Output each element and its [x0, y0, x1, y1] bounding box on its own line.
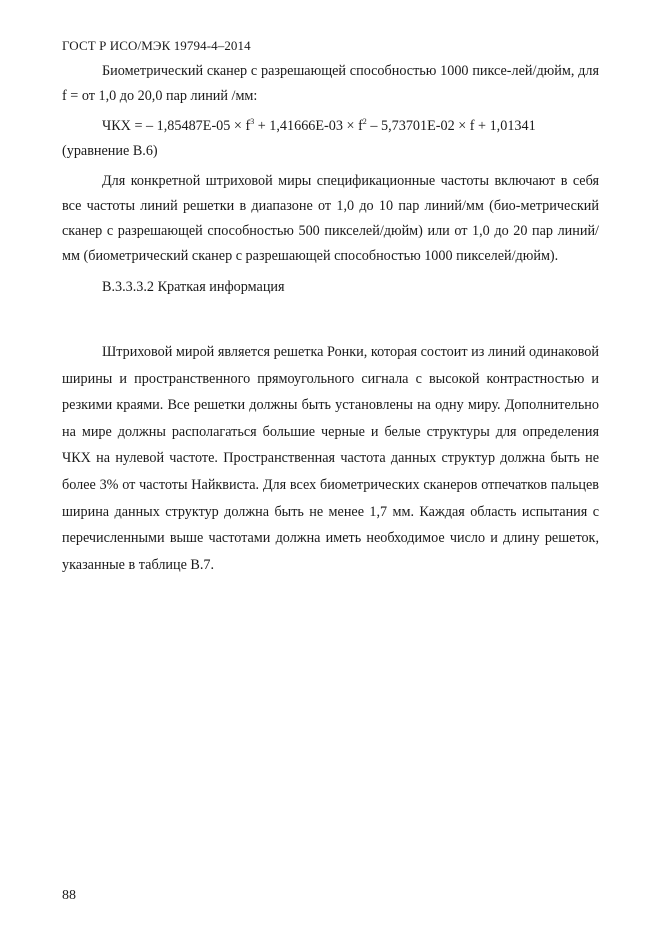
formula-part-3: – 5,73701Е-02 × f + 1,01341	[366, 118, 536, 134]
paragraph-ronchi-grating: Штриховой мирой является решетка Ронки, которая состоит из линий одинаковой ширины и пространственного прямоугольного сигнала с высокой контрастностью и резкими краями. Все решетки должны быть установлены на одну миру. Дополнительно на мире должны располагаться большие черные и белые структуры для определения ЧКХ на нулевой частоте. Пространственная частота данных структур должна быть не более 3% от частоты Найквиста. Для всех биометрических сканеров отпечатков пальцев ширина данных структур должна быть не менее 1,7 мм. Каждая область испытания с перечисленными выше частотами должна иметь необходимое число и длину решеток, указанные в таблице В.7.	[62, 344, 599, 573]
formula-part-2: + 1,41666Е-03 × f	[254, 118, 363, 134]
section-title-summary: В.3.3.3.2 Краткая информация	[102, 279, 285, 295]
formula-part-1: ЧКХ = – 1,85487Е-05 × f	[102, 118, 251, 134]
page-header-standard-id: ГОСТ Р ИСО/МЭК 19794-4–2014	[62, 38, 251, 53]
formula-exponent-3: 3	[250, 117, 255, 126]
text-block-lower	[62, 339, 599, 578]
formula-exponent-2: 2	[362, 117, 367, 126]
paragraph-spec-frequencies: Для конкретной штриховой миры спецификационные частоты включают в себя все частоты линий решетки в диапазоне от 1,0 до 10 пар линий/мм (био-метрический сканер с разрешающей способностью 500 пикселей/дюйм) или от 1,0 до 20 пар линий/мм (биометрический сканер с разрешающей способностью 1000 пикселей/дюйм).	[62, 173, 599, 264]
paragraph-scanner-1000: Биометрический сканер с разрешающей способностью 1000 пиксе-лей/дюйм, для f = от 1,0 до 20,0 пар линий /мм:	[62, 63, 599, 104]
page-number: 88	[62, 888, 76, 903]
equation-label: (уравнение В.6)	[62, 143, 158, 159]
text-block-upper	[62, 59, 599, 300]
formula-mtf-b6	[62, 114, 599, 139]
